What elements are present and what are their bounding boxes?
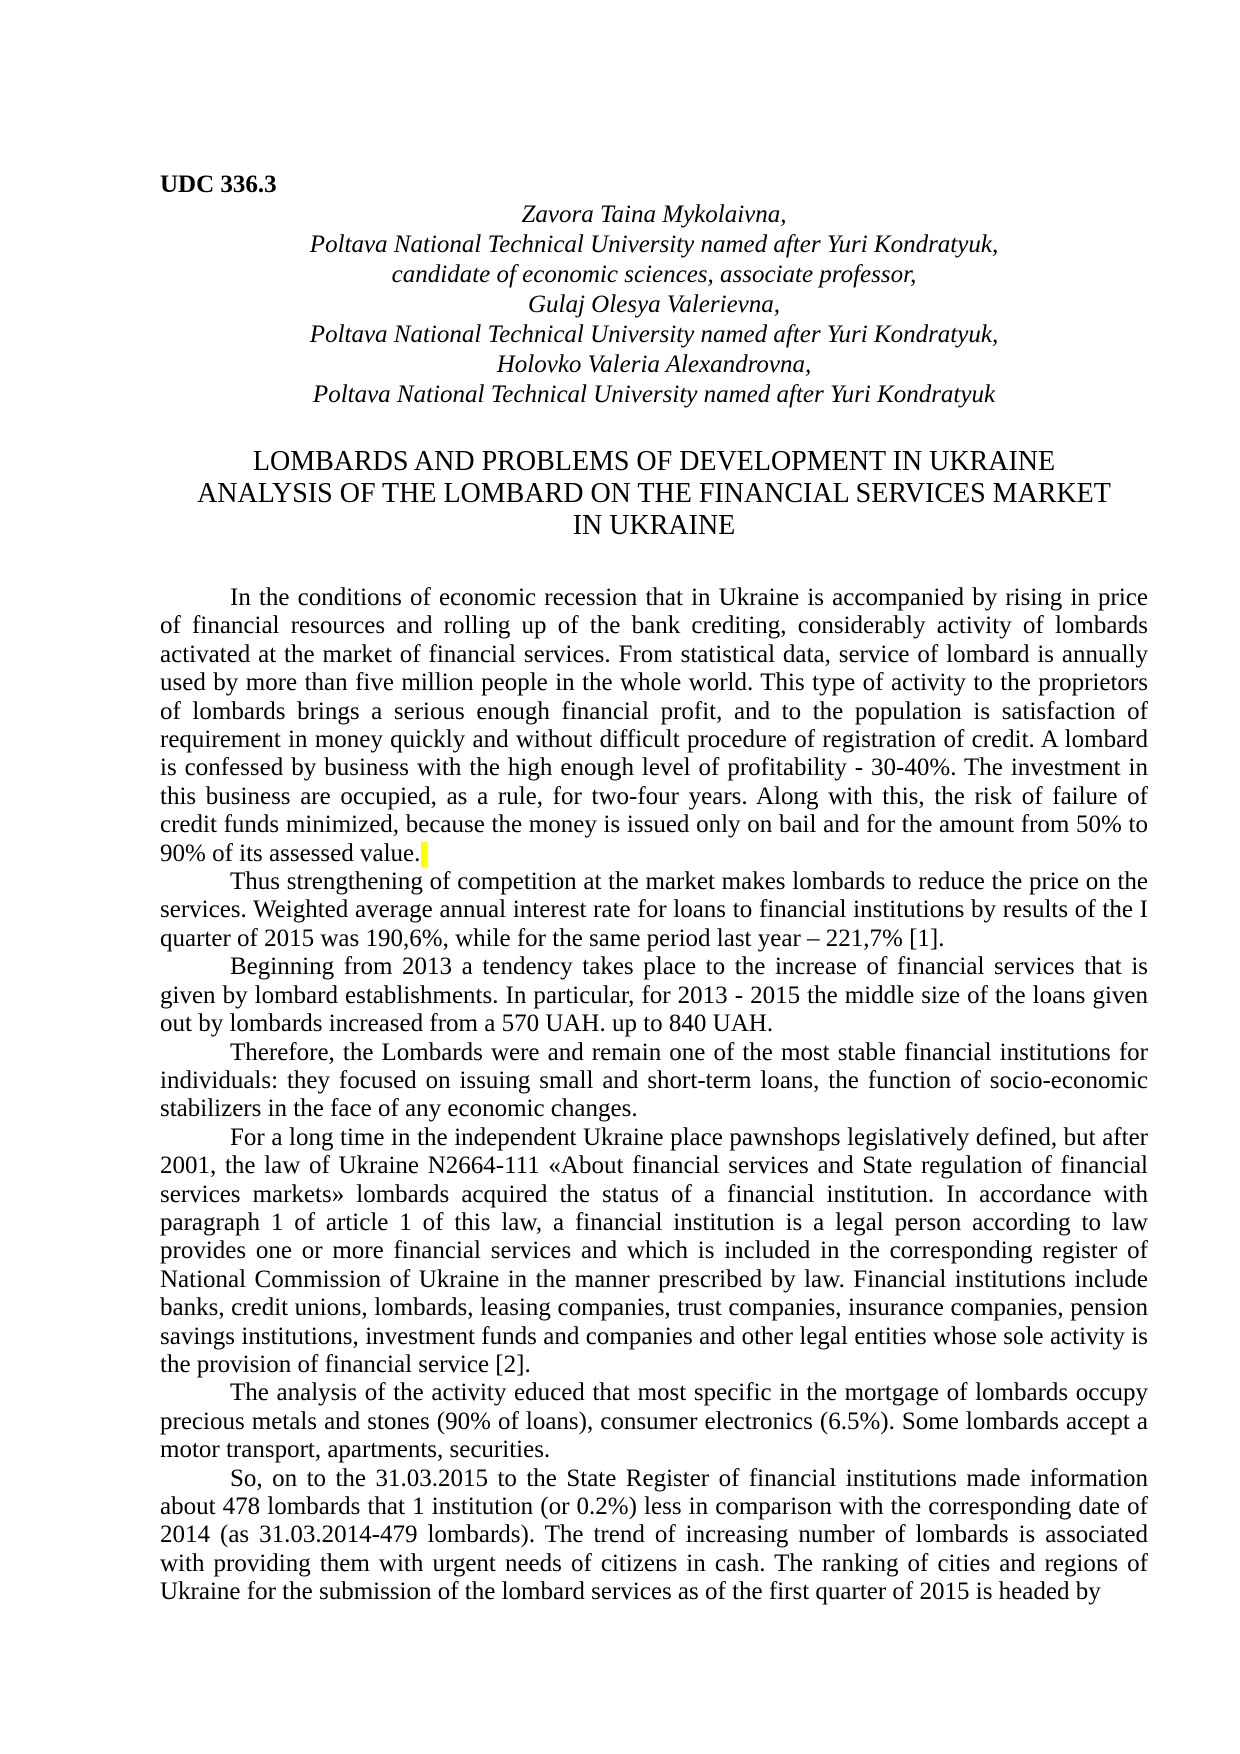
body-paragraph-7: So, on to the 31.03.2015 to the State Register of financial institutions made information about 478 lombards that 1 institution (or 0.2%) less in comparison with the corresponding date of 2014 (as 31.03.2014-479 lombards). The trend of increasing number of lombards is associated with providing them with urgent needs of citizens in cash. The ranking of cities and regions of Ukraine for the submission of the lombard services as of the first quarter of 2015 is headed by (160, 1464, 1148, 1606)
body-paragraph-5: For a long time in the independent Ukraine place pawnshops legislatively defined, but after 2001, the law of Ukraine N2664-111 «About financial services and State regulation of financial services markets» lombards acquired the status of a financial institution. In accordance with paragraph 1 of article 1 of this law, a financial institution is a legal person according to law provides one or more financial services and which is included in the corresponding register of National Commission of Ukraine in the manner prescribed by law. Financial institutions include banks, credit unions, lombards, leasing companies, trust companies, insurance companies, pension savings institutions, investment funds and companies and other legal entities whose sole activity is the provision of financial service [2]. (160, 1123, 1148, 1378)
body-paragraph-6: The analysis of the activity educed that most specific in the mortgage of lombards occupy precious metals and stones (90% of loans), consumer electronics (6.5%). Some lombards accept a motor transport, apartments, securities. (160, 1379, 1148, 1464)
author-name-3: Holovko Valeria Alexandrovna, (496, 351, 812, 378)
author-affiliation-3: Poltava National Technical University named after Yuri Kondratyuk (312, 381, 996, 408)
highlight-mark (421, 842, 427, 867)
author-affiliation-2: Poltava National Technical University named after Yuri Kondratyuk, (309, 321, 999, 348)
body-text (160, 584, 1148, 1607)
author-name-1: Zavora Taina Mykolaivna, (521, 201, 787, 228)
paper-title-line-1: LOMBARDS AND PROBLEMS OF DEVELOPMENT IN UKRAINE (252, 446, 1056, 477)
body-paragraph-2: Thus strengthening of competition at the market makes lombards to reduce the price on the services. Weighted average annual interest rate for loans to financial institutions by results of the I quarter of 2015 was 190,6%, while for the same period last year – 221,7% [1]. (160, 868, 1148, 952)
paper-title-line-3: IN UKRAINE (572, 510, 736, 541)
author-block (160, 200, 1148, 410)
page-content (160, 170, 1148, 1607)
udc-code: UDC 336.3 (160, 171, 277, 198)
body-paragraph-1-text: In the conditions of economic recession that in Ukraine is accompanied by rising in price of financial resources and rolling up of the bank crediting, considerably activity of lombards activated at the market of financial services. From statistical data, service of lombard is annually used by more than five million people in the whole world. This type of activity to the proprietors of lombards brings a serious enough financial profit, and to the population is satisfaction of requirement in money quickly and without difficult procedure of registration of credit. A lombard is confessed by business with the high enough level of profitability - 30-40%. The investment in this business are occupied, as a rule, for two-four years. Along with this, the risk of failure of credit funds minimized, because the money is issued only on bail and for the amount from 50% to 90% of its assessed value. (160, 584, 1148, 867)
body-paragraph-4: Therefore, the Lombards were and remain one of the most stable financial institutions for individuals: they focused on issuing small and short-term loans, the function of socio-economic stabilizers in the face of any economic changes. (160, 1038, 1148, 1123)
author-name-2: Gulaj Olesya Valerievna, (527, 291, 781, 318)
body-paragraph-1 (160, 584, 1148, 868)
paper-title-line-2: ANALYSIS OF THE LOMBARD ON THE FINANCIAL SERVICES MARKET (197, 478, 1111, 509)
body-paragraph-3: Beginning from 2013 a tendency takes place to the increase of financial services that is given by lombard establishments. In particular, for 2013 - 2015 the middle size of the loans given out by lombards increased from a 570 UAH. up to 840 UAH. (160, 953, 1148, 1038)
author-degree-1: candidate of economic sciences, associate professor, (391, 261, 917, 288)
paper-title (160, 446, 1148, 542)
author-affiliation-1: Poltava National Technical University named after Yuri Kondratyuk, (309, 231, 999, 258)
